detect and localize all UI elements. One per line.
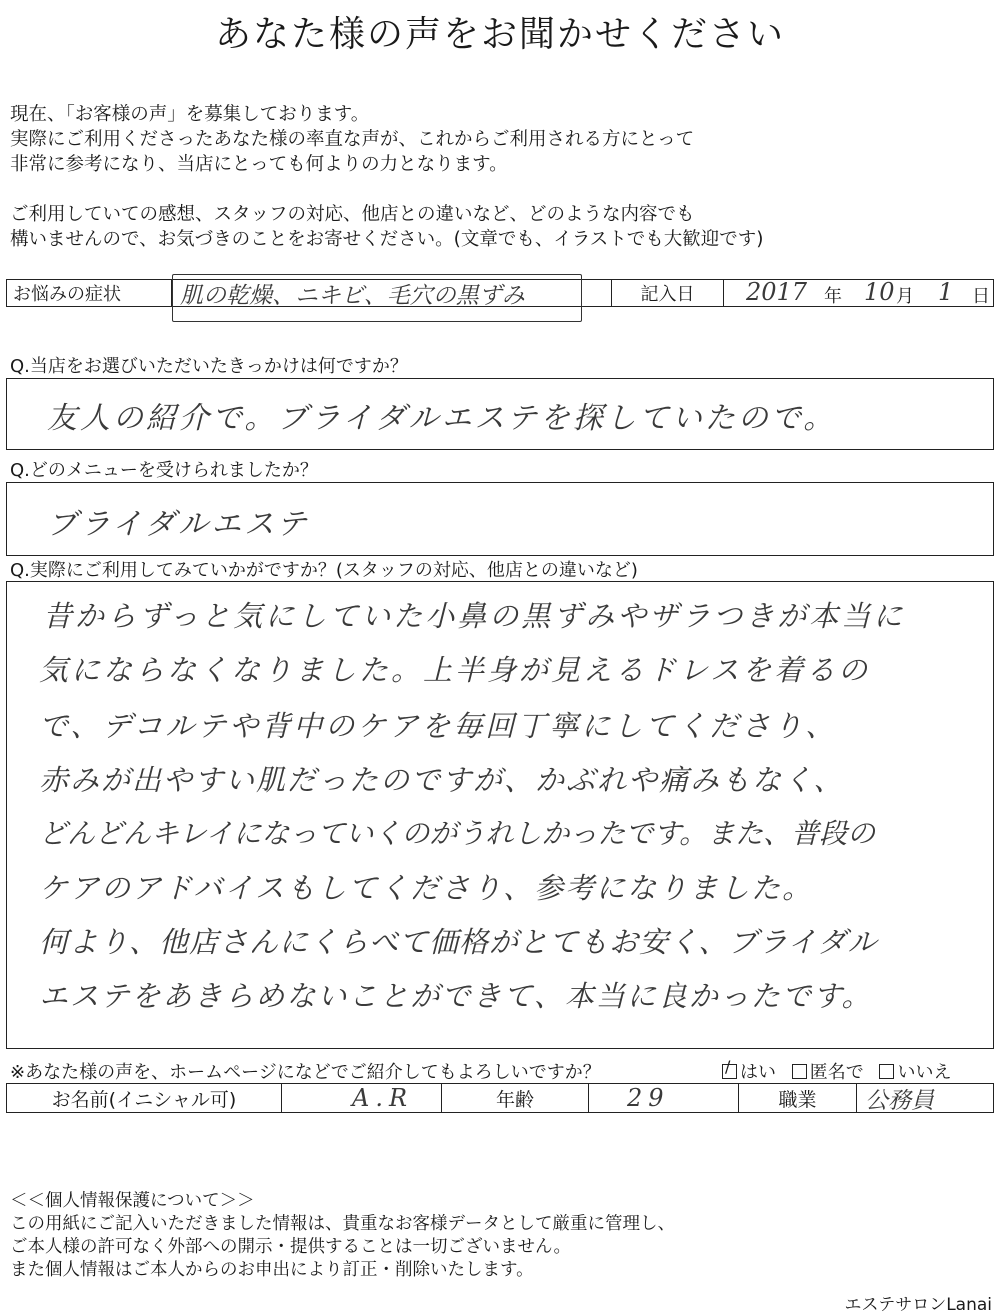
job-cell[interactable]	[857, 1084, 995, 1112]
symptoms-label: お悩みの症状	[7, 280, 172, 306]
question-3: Q.実際にご利用してみていかがですか？(スタッフの対応、他店との違いなど)	[10, 560, 638, 581]
salon-name: エステサロンLanai	[844, 1295, 992, 1315]
question-1: Q.当店をお選びいただいたきっかけは何ですか？	[10, 356, 408, 377]
symptoms-value: 肌の乾燥、ニキビ、毛穴の黒ずみ	[180, 282, 525, 309]
date-cell[interactable]	[724, 280, 995, 306]
question-2: Q.どのメニューを受けられましたか？	[10, 460, 318, 481]
answer-3-line-6: ケアのアドバイスもしてくださり、参考になりました。	[39, 871, 814, 905]
date-year: 2017	[746, 278, 808, 306]
job-value: 公務員	[865, 1087, 934, 1114]
intro-line-3: 非常に参考になり、当店にとっても何よりの力となります。	[10, 154, 508, 175]
consent-option-no[interactable]: いいえ	[879, 1062, 951, 1083]
name-label: お名前(イニシャル可)	[7, 1084, 282, 1112]
name-cell[interactable]	[282, 1084, 442, 1112]
date-label: 記入日	[612, 280, 724, 306]
answer-3-line-8: エステをあきらめないことができて、本当に良かったです。	[39, 979, 873, 1013]
consent-option-yes[interactable]: / はい	[722, 1062, 776, 1083]
answer-3-line-1: 昔からずっと気にしていた小鼻の黒ずみやザラつきが本当に	[43, 599, 906, 633]
name-value: A.R	[352, 1084, 414, 1112]
privacy-line-3: また個人情報はご本人からのお申出により訂正・削除いたします。	[10, 1260, 534, 1280]
date-month-unit: 月	[896, 286, 914, 307]
answer-3-line-4: 赤みが出やすい肌だったのですが、かぶれや痛みもなく、	[39, 763, 845, 797]
answer-1-box[interactable]	[6, 378, 994, 450]
consent-question: ※あなた様の声を、ホームページになどでご紹介してもよろしいですか？	[10, 1062, 601, 1083]
intro-line-6: 構いませんので、お気づきのことをお寄せください。(文章でも、イラストでも大歓迎です)	[10, 229, 764, 250]
checkbox-icon[interactable]	[879, 1064, 894, 1079]
age-label: 年齢	[442, 1084, 589, 1112]
intro-line-1: 現在、「お客様の声」を募集しております。	[10, 104, 370, 125]
symptoms-handwriting-frame	[172, 274, 582, 322]
intro-line-2: 実際にご利用くださったあなた様の率直な声が、これからご利用される方にとって	[10, 129, 695, 150]
answer-3-box[interactable]	[6, 581, 994, 1049]
age-cell[interactable]	[589, 1084, 739, 1112]
date-year-unit: 年	[824, 286, 842, 307]
date-month: 10	[864, 278, 895, 306]
checkbox-checked-icon[interactable]: /	[722, 1064, 737, 1079]
date-day-unit: 日	[972, 286, 990, 307]
privacy-line-1: この用紙にご記入いただきました情報は、貴重なお客様データとして厳重に管理し、	[10, 1214, 675, 1234]
privacy-line-2: ご本人様の許可なく外部への開示・提供することは一切ございません。	[10, 1237, 572, 1257]
answer-2: ブライダルエステ	[47, 507, 310, 542]
date-day: 1	[938, 278, 954, 306]
consent-option-anonymous[interactable]: 匿名で	[792, 1062, 864, 1083]
consent-options	[722, 1058, 951, 1084]
answer-3-line-7: 何より、他店さんにくらべて価格がとてもお安く、ブライダル	[39, 925, 878, 959]
answer-1: 友人の紹介で。ブライダルエステを探していたので。	[47, 401, 837, 436]
answer-3-line-2: 気にならなくなりました。上半身が見えるドレスを着るの	[39, 653, 871, 687]
privacy-heading: ＜＜個人情報保護について＞＞	[10, 1191, 255, 1211]
answer-3-line-3: で、デコルテや背中のケアを毎回丁寧にしてくださり、	[39, 709, 838, 743]
person-row	[6, 1083, 994, 1113]
job-label: 職業	[739, 1084, 857, 1112]
age-value: 29	[627, 1084, 670, 1112]
answer-2-box[interactable]	[6, 482, 994, 556]
form-title: あなた様の声をお聞かせください	[214, 14, 785, 55]
answer-3-line-5: どんどんキレイになっていくのがうれしかったです。また、普段の	[39, 817, 876, 850]
checkbox-icon[interactable]	[792, 1064, 807, 1079]
intro-line-5: ご利用していての感想、スタッフの対応、他店との違いなど、どのような内容でも	[10, 204, 695, 225]
